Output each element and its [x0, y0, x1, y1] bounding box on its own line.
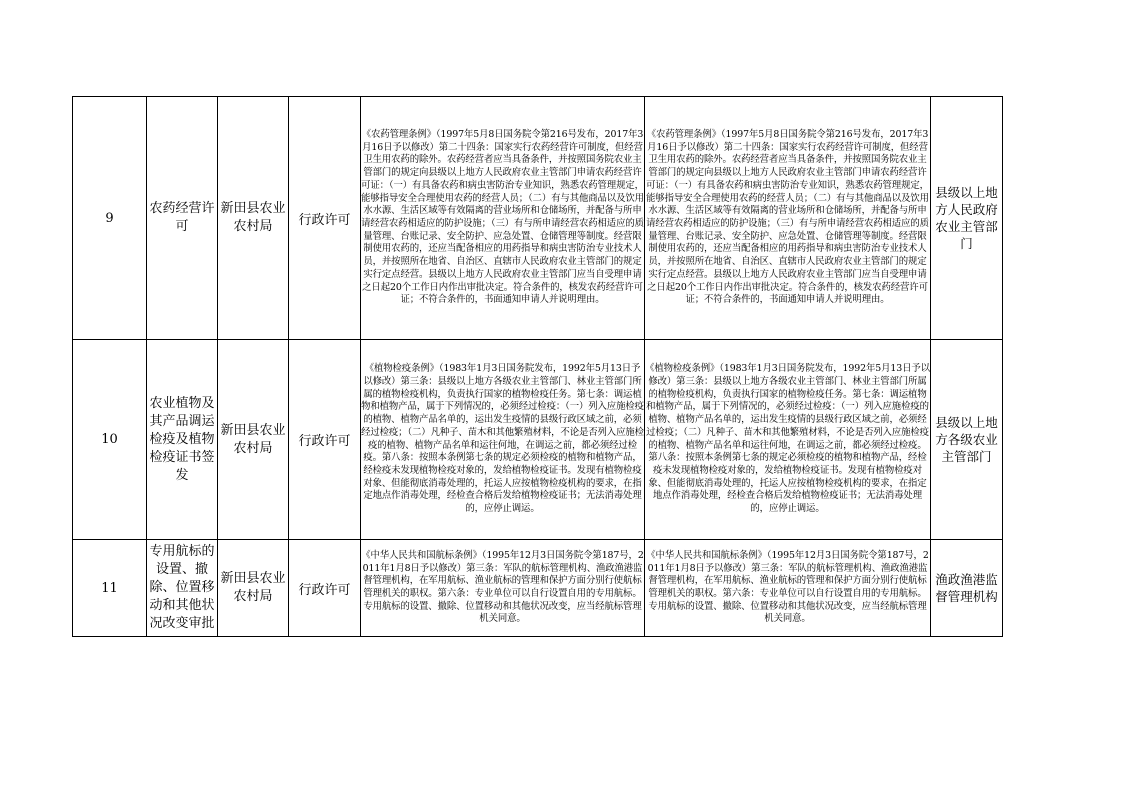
item-name: 农业植物及其产品调运检疫及植物检疫证书签发	[147, 340, 218, 540]
legal-basis-repeat: 《植物检疫条例》（1983年1月3日国务院发布，1992年5月13日予以修改）第三条：县级以上地方各级农业主管部门、林业主管部门所属的植物检疫机构，负责执行国家的植物检疫任务。第七条：调运植物和植物产品，属于下列情况的，必须经过检疫：（一）列入应施检疫的植物、植物产品名单的，运出发生疫情的县级行政区域之前，必须经过检疫；（二）凡种子、苗木和其他繁殖材料，不论是否列入应施检疫的植物、植物产品名单和运往何地，在调运之前，都必须经过检疫。第八条：按照本条例第七条的规定必须检疫的植物和植物产品，经检疫未发现植物检疫对象的，发给植物检疫证书。发现有植物检疫对象、但能彻底消毒处理的，托运人应按植物检疫机构的要求，在指定地点作消毒处理，经检查合格后发给植物检疫证书；无法消毒处理的，应停止调运。	[645, 340, 931, 540]
power-type: 行政许可	[289, 97, 361, 340]
legal-basis-repeat: 《农药管理条例》（1997年5月8日国务院令第216号发布，2017年3月16日予以修改）第二十四条：国家实行农药经营许可制度，但经营卫生用农药的除外。农药经营者应当具备条件，并按照国务院农业主管部门的规定向县级以上地方人民政府农业主管部门申请农药经营许可证：（一）有具备农药和病虫害防治专业知识，熟悉农药管理规定，能够指导安全合理使用农药的经营人员；（二）有与其他商品以及饮用水水源、生活区域等有效隔离的营业场所和仓储场所，并配备与所申请经营农药相适应的防护设施；（三）有与所申请经营农药相适应的质量管理、台账记录、安全防护、应急处置、仓储管理等制度。经营限制使用农药的，还应当配备相应的用药指导和病虫害防治专业技术人员，并按照所在地省、自治区、直辖市人民政府农业主管部门的规定实行定点经营。县级以上地方人民政府农业主管部门应当自受理申请之日起20个工作日内作出审批决定。符合条件的，核发农药经营许可证；不符合条件的，书面通知申请人并说明理由。	[645, 97, 931, 340]
item-name: 农药经营许可	[147, 97, 218, 340]
implementing-department: 新田县农业农村局	[218, 340, 289, 540]
responsible-subject: 县级以上地方各级农业主管部门	[931, 340, 1003, 540]
implementing-department: 新田县农业农村局	[218, 540, 289, 637]
table-row	[73, 540, 1003, 637]
responsible-subject: 县级以上地方人民政府农业主管部门	[931, 97, 1003, 340]
power-list-table	[72, 96, 1003, 637]
legal-basis: 《中华人民共和国航标条例》（1995年12月3日国务院令第187号，2011年1月8日予以修改）第三条：军队的航标管理机构、渔政渔港监督管理机构，在军用航标、渔业航标的管理和保护方面分别行使航标管理机关的职权。第六条：专业单位可以自行设置自用的专用航标。专用航标的设置、撤除、位置移动和其他状况改变，应当经航标管理机关同意。	[361, 540, 645, 637]
legal-basis: 《植物检疫条例》（1983年1月3日国务院发布，1992年5月13日予以修改）第三条：县级以上地方各级农业主管部门、林业主管部门所属的植物检疫机构，负责执行国家的植物检疫任务。第七条：调运植物和植物产品，属于下列情况的，必须经过检疫：（一）列入应施检疫的植物、植物产品名单的，运出发生疫情的县级行政区域之前，必须经过检疫；（二）凡种子、苗木和其他繁殖材料，不论是否列入应施检疫的植物、植物产品名单和运往何地，在调运之前，都必须经过检疫。第八条：按照本条例第七条的规定必须检疫的植物和植物产品，经检疫未发现植物检疫对象的，发给植物检疫证书。发现有植物检疫对象、但能彻底消毒处理的，托运人应按植物检疫机构的要求，在指定地点作消毒处理，经检查合格后发给植物检疫证书；无法消毒处理的，应停止调运。	[361, 340, 645, 540]
power-type: 行政许可	[289, 340, 361, 540]
row-number: 9	[73, 97, 147, 340]
table-row	[73, 340, 1003, 540]
row-number: 11	[73, 540, 147, 637]
power-type: 行政许可	[289, 540, 361, 637]
legal-basis: 《农药管理条例》（1997年5月8日国务院令第216号发布，2017年3月16日予以修改）第二十四条：国家实行农药经营许可制度，但经营卫生用农药的除外。农药经营者应当具备条件，并按照国务院农业主管部门的规定向县级以上地方人民政府农业主管部门申请农药经营许可证：（一）有具备农药和病虫害防治专业知识，熟悉农药管理规定，能够指导安全合理使用农药的经营人员；（二）有与其他商品以及饮用水水源、生活区域等有效隔离的营业场所和仓储场所，并配备与所申请经营农药相适应的防护设施；（三）有与所申请经营农药相适应的质量管理、台账记录、安全防护、应急处置、仓储管理等制度。经营限制使用农药的，还应当配备相应的用药指导和病虫害防治专业技术人员，并按照所在地省、自治区、直辖市人民政府农业主管部门的规定实行定点经营。县级以上地方人民政府农业主管部门应当自受理申请之日起20个工作日内作出审批决定。符合条件的，核发农药经营许可证；不符合条件的，书面通知申请人并说明理由。	[361, 97, 645, 340]
responsible-subject: 渔政渔港监督管理机构	[931, 540, 1003, 637]
implementing-department: 新田县农业农村局	[218, 97, 289, 340]
item-name: 专用航标的设置、撤除、位置移动和其他状况改变审批	[147, 540, 218, 637]
row-number: 10	[73, 340, 147, 540]
legal-basis-repeat: 《中华人民共和国航标条例》（1995年12月3日国务院令第187号，2011年1月8日予以修改）第三条：军队的航标管理机构、渔政渔港监督管理机构，在军用航标、渔业航标的管理和保护方面分别行使航标管理机关的职权。第六条：专业单位可以自行设置自用的专用航标。专用航标的设置、撤除、位置移动和其他状况改变，应当经航标管理机关同意。	[645, 540, 931, 637]
table-row	[73, 97, 1003, 340]
